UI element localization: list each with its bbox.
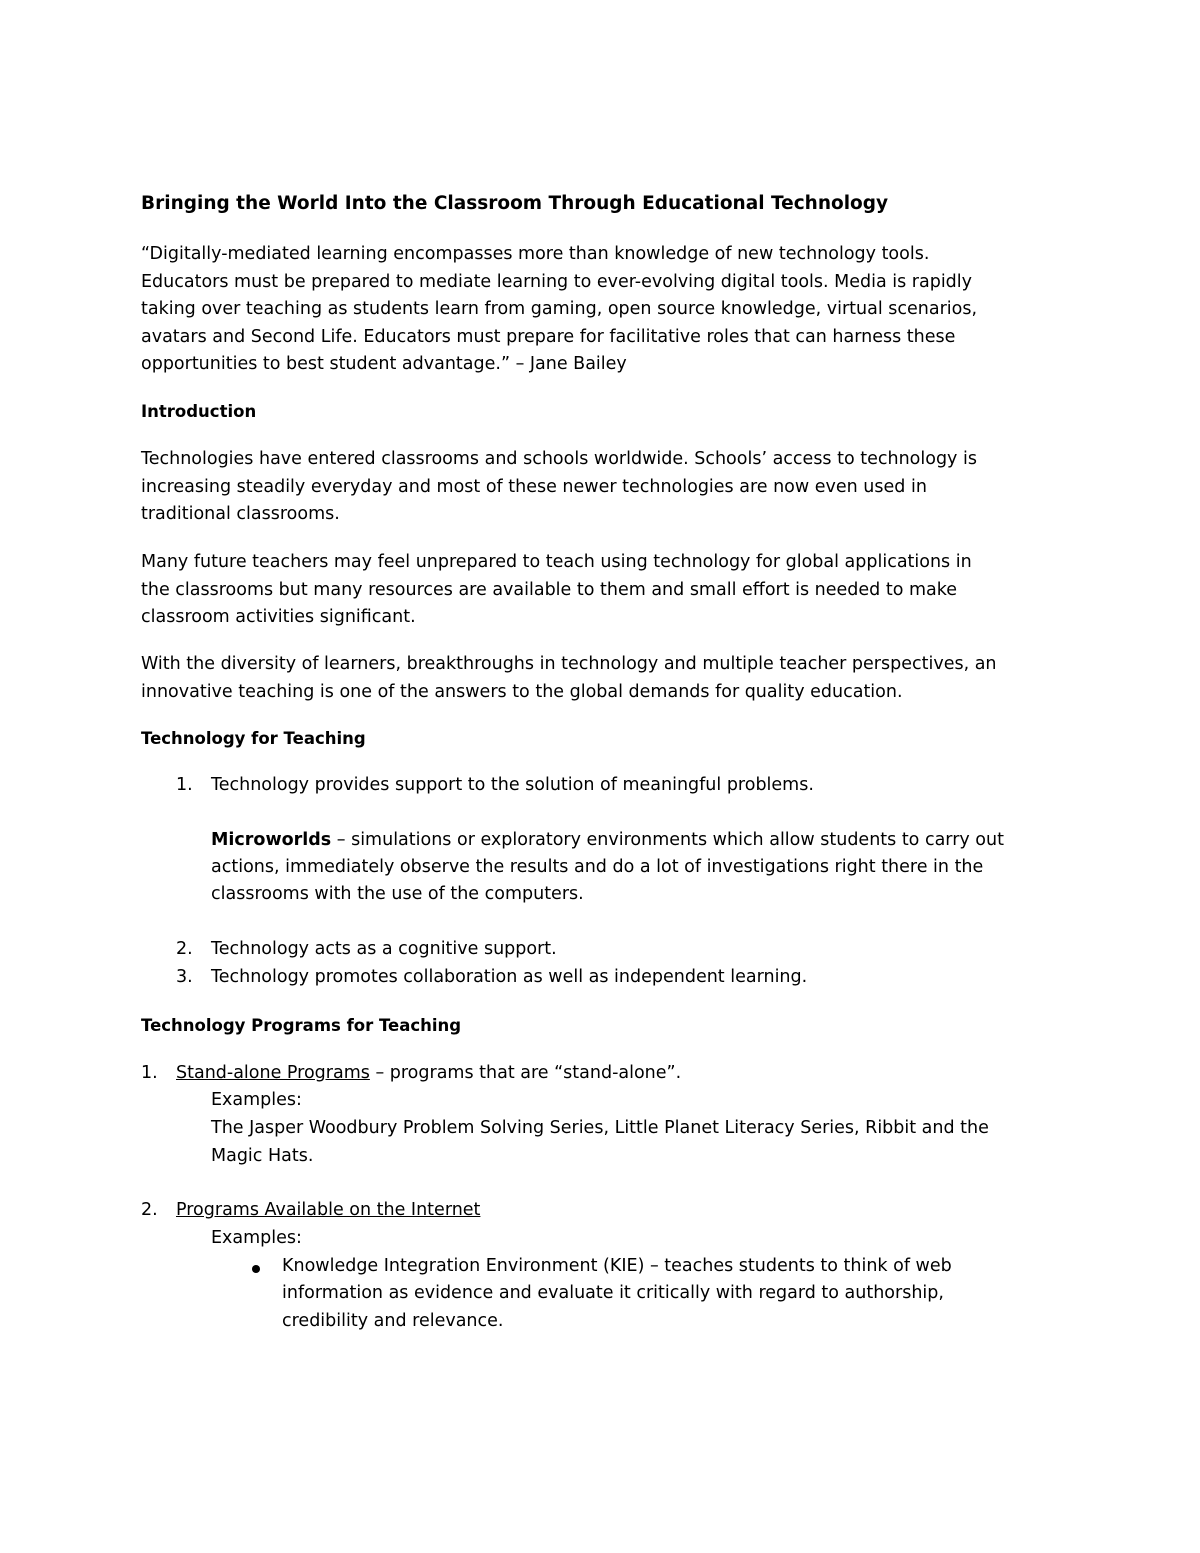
paragraph-line: Many future teachers may feel unprepared to teach using technology for global applications in [141, 552, 972, 572]
quote-line: Educators must be prepared to mediate learning to ever-evolving digital tools. Media is rapidly [141, 271, 973, 292]
list-number: 2. [176, 939, 193, 959]
bullet-icon [252, 1265, 260, 1273]
paragraph-line: With the diversity of learners, breakthroughs in technology and multiple teacher perspectives, an [141, 654, 997, 674]
intro-paragraph-1 [141, 446, 1071, 529]
microworlds-line-1 [211, 830, 1004, 850]
intro-paragraph-3 [141, 651, 1071, 706]
paragraph-line: increasing steadily everyday and most of these newer technologies are now even used in [141, 476, 927, 497]
introduction-heading: Introduction [141, 402, 257, 421]
opening-quote [141, 241, 1071, 379]
list-item-text: Technology promotes collaboration as well as independent learning. [211, 967, 808, 987]
list-number: 2. [141, 1200, 158, 1220]
paragraph-line: classroom activities significant. [141, 607, 416, 627]
bullet-text: information as evidence and evaluate it critically with regard to authorship, [282, 1283, 944, 1303]
microworlds-line-3: classrooms with the use of the computers. [211, 884, 584, 904]
list-number: 1. [141, 1063, 158, 1083]
examples-text: Magic Hats. [211, 1146, 314, 1166]
examples-label: Examples: [211, 1090, 302, 1110]
intro-paragraph-2 [141, 549, 1071, 632]
microworlds-definition: – simulations or exploratory environments which allow students to carry out [331, 830, 1004, 850]
examples-text: The Jasper Woodbury Problem Solving Series, Little Planet Literacy Series, Ribbit and the [211, 1118, 989, 1138]
document-title: Bringing the World Into the Classroom Through Educational Technology [141, 193, 889, 214]
examples-label: Examples: [211, 1228, 302, 1248]
bullet-text: Knowledge Integration Environment (KIE) – teaches students to think of web [282, 1256, 952, 1276]
quote-line: “Digitally-mediated learning encompasses more than knowledge of new technology tools. [141, 244, 930, 264]
quote-line: avatars and Second Life. Educators must prepare for facilitative roles that can harness these [141, 326, 956, 347]
technology-programs-heading: Technology Programs for Teaching [141, 1016, 462, 1035]
paragraph-line: innovative teaching is one of the answers to the global demands for quality education. [141, 681, 903, 702]
list-number: 3. [176, 967, 193, 987]
list-item-text: Technology acts as a cognitive support. [211, 939, 557, 959]
microworlds-term: Microworlds [211, 830, 332, 850]
list-item-text: Technology provides support to the solution of meaningful problems. [211, 775, 814, 795]
quote-line: opportunities to best student advantage.” – Jane Bailey [141, 354, 627, 374]
microworlds-line-2: actions, immediately observe the results and do a lot of investigations right there in the [211, 857, 984, 877]
stand-alone-programs-title: Stand-alone Programs [176, 1063, 370, 1083]
paragraph-line: Technologies have entered classrooms and schools worldwide. Schools’ access to technology is [141, 449, 977, 469]
bullet-text: credibility and relevance. [282, 1311, 504, 1331]
technology-for-teaching-heading: Technology for Teaching [141, 729, 366, 748]
quote-line: taking over teaching as students learn from gaming, open source knowledge, virtual scenarios, [141, 299, 978, 319]
paragraph-line: the classrooms but many resources are available to them and small effort is needed to make [141, 579, 958, 600]
paragraph-line: traditional classrooms. [141, 504, 340, 524]
list-number: 1. [176, 775, 193, 795]
stand-alone-item [176, 1063, 681, 1083]
internet-programs-title: Programs Available on the Internet [176, 1200, 481, 1220]
stand-alone-programs-desc: – programs that are “stand-alone”. [369, 1063, 682, 1083]
